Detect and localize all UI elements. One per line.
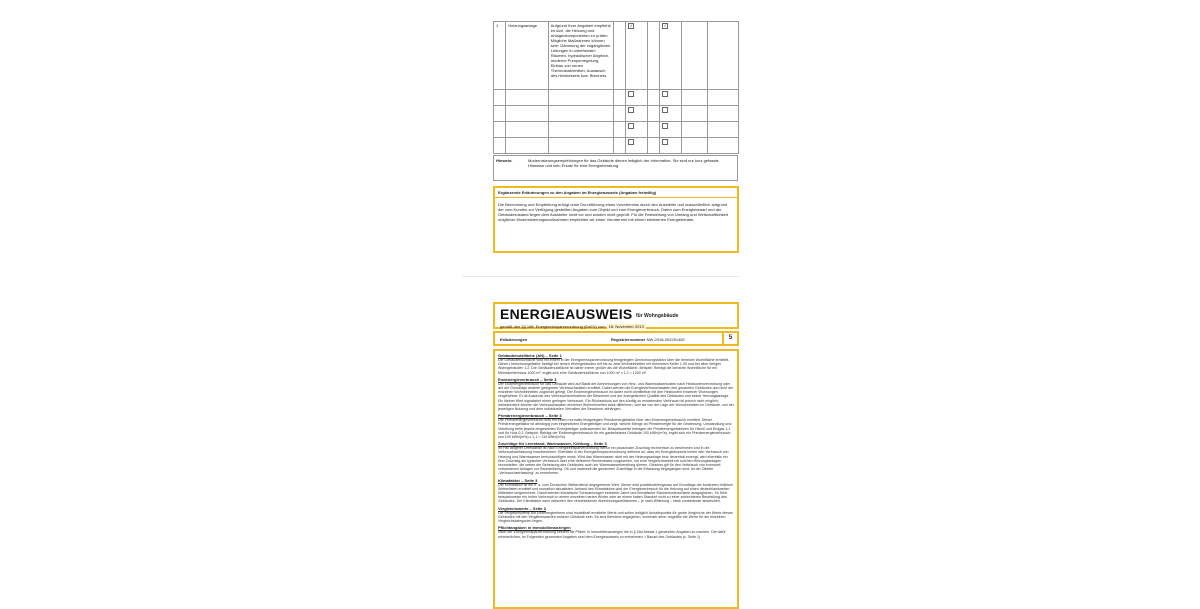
table-row: [494, 106, 739, 122]
explanation-section: [495, 353, 737, 375]
explanation-section: [495, 506, 737, 524]
section-text: Im Fall längerer Leerstände ist nach Energieeinsparverordnung hierfür ein pauschaler Zuschlag rechnerisch zu bestimmen und in die Verbrauchserfassung einzubeziehen. Ebenfalls in der Energieeinsparverordnung definiert ist, dass ein Energieausweis immer den Verbrauch von Heizung und Warmwasser berücksichtigen muss. Wird das Warmwasser nicht mit der Heizungsanlage bzw. dezentral erzeugt, wird ebenfalls ein fixer Zuschlag als typischer Verbrauch über eine definierte Rechenbasis vorgesehen, um eine Vergleichbarkeit mit solchen Heizungsanlagen herzustellen, die neben der Beheizung des Gebäudes auch zur Warmwasserbereitung dienen. Gleiches gilt für den Verbrauch von eventuell vorhandenen Anlagen zur Raumkühlung. Ob und inwieweit die genannten Zuschläge in die Erfassung eingegangen sind, ist der Tabelle „Verbrauchserfassung“ zu entnehmen.: [498, 446, 729, 476]
section-title: Pflichtangaben in Immobilienanzeigen: [498, 525, 571, 531]
section-title: Gebäudenutzfläche (AN) – Seite 1: [498, 353, 562, 358]
hint-text: Modernisierungsempfehlungen für das Gebäude dienen lediglich der Information. Sie sind nur kurz gefasste Hinweise und kein Ersatz für eine Energieberatung.: [528, 158, 719, 168]
supplementary-text: Die Berechnung und Empfehlung erfolgt ohne Durchführung eines Vorortermins durch den Aussteller und ausschließlich aufgrund der vom Kunden zur Verfügung gestellten Angaben zum Objekt und zum Energieverbrauch. Daten zum Energiebedarf und der Gebäudezustand liegen dem Aussteller nicht vor und wurden nicht geprüft. Für die Feststellung von Umfang und Wirtschaftlichkeit möglicher Modernisierungsmaßnahmen empfehlen wir einen Vorortermin mit einem erfahrenen Energieberater.: [498, 202, 728, 222]
hint-label: Hinweis:: [496, 158, 513, 163]
recommendations-table: [493, 21, 739, 154]
registration-number: NW-2018-002251462: [646, 337, 685, 342]
checkbox-checked[interactable]: ✓: [629, 23, 633, 28]
certificate-subtitle: für Wohngebäude: [636, 313, 679, 319]
checkbox[interactable]: [662, 139, 668, 145]
section-text: Der Primärenergieverbrauch wird mit einem normativ festgelegten Primärenergiefaktor über den Endenergieverbrauch ermittelt. Dieser Primärenergiefaktor ist abhängig vom eingesetzten Energieträger und zeigt, welche Menge an Primärenergie für die Gewinnung, Umwandlung und Verteilung beim jeweils eingesetzten Energieträger aufzuwenden ist. Beispielsweise betragen die Primärenergiefaktoren für Heizöl und Erdgas 1,1 und für Holz 0,2. Beispiel: Beträgt der Endenergieverbrauch für ein gasbeheiztes Gebäude 100 kWh/(m²a), ergibt sich ein Primärenergieverbrauch von 100 kWh/(m²a) x 1,1 = 110 kWh/(m²a).: [498, 418, 732, 440]
page-number: 5: [722, 333, 737, 344]
advice-cell: Aufgrund Ihrer Angaben empfiehlt es sich, die Heizung und Anlagenkomponenten zu prüfen. Mögliche Maßnahmen können sein: Dämmung der zugänglichen Leitungen in unbeheizten Räumen, hydraulischer Abgleich, moderne Pumpenregelung, Einbau von neuen Thermostatventilen, Austausch des Heizkessels bzw. Brenners.: [548, 22, 613, 90]
component-cell: Heizungsanlage: [506, 22, 548, 90]
explanations-bar: [493, 331, 739, 346]
explanation-section: [495, 441, 737, 475]
section-title: Endenergieverbrauch – Seite 3: [498, 376, 557, 382]
checkbox[interactable]: [662, 91, 668, 97]
section-text: Die Gebäudenutzfläche wird mit einem in der Energieeinsparverordnung festgelegten Umrechnungsfaktor über die beheizte Wohnfläche ermittelt. Dieser Umrechnungsfaktor beträgt bei reinen Wohngebäuden mit bis zu zwei Wohneinheiten mit beheiztem Keller 1,35 und bei allen übrigen Wohngebäuden 1,2. Die Gebäudenutzfläche ist daher immer größer als die Wohnfläche. Beispiel: Beträgt die beheizte Wohnfläche für ein Mehrfamilienhaus 1000 m², ergibt sich eine Gebäudenutzfläche von 1000 m² x 1,2 = 1200 m².: [498, 358, 730, 375]
supplementary-notes-box: [493, 186, 739, 253]
explanations-body: [493, 349, 739, 609]
law-reference: gemäß den §§ 16ff. Energieeinsparverordnung (EnEV) vom 18. November 2013: [500, 324, 644, 329]
supplementary-heading: Ergänzende Erläuterungen zu den Angaben im Energieausweis (Angaben freiwillig): [495, 188, 737, 198]
table-row: [494, 22, 739, 90]
checkbox[interactable]: [628, 139, 634, 145]
section-title: Vergleichswerte – Seite 3: [498, 505, 546, 511]
section-title: Klimafaktor – Seite 3: [498, 477, 538, 483]
certificate-title: ENERGIEAUSWEIS: [500, 306, 633, 322]
explanation-section: [495, 525, 737, 538]
checkbox[interactable]: [662, 107, 668, 113]
section-text: Die Vergleichswerte auf Endenergieebene sind modellhaft ermittelte Werte und sollen lediglich Anhaltspunkte für grobe Vergleiche der Werte dieses Gebäudes mit den Vergleichswerten anderer Gebäude sein. Es sind Bereiche angegeben, innerhalb derer ungefähr die Werte für die einzelnen Vergleichskategorien liegen.: [498, 510, 733, 524]
section-title: Primärenergieverbrauch – Seite 3: [498, 413, 562, 419]
page-divider: [462, 276, 739, 277]
checkbox[interactable]: [662, 123, 668, 129]
document-page-5: [462, 296, 739, 600]
section-label: Erläuterungen: [500, 337, 528, 342]
section-text: Nach der Energieeinsparverordnung besteht die Pflicht, in Immobilienanzeigen die in § 16a Absatz 1 genannten Angaben zu machen. Die dafür erforderlichen, im Folgenden genannten Angaben sind dem Energieausweis zu entnehmen: • Bauart des Gebäudes (s. Seite 1): [498, 530, 726, 539]
checkbox[interactable]: [628, 107, 634, 113]
document-page-4: [462, 0, 739, 276]
section-text: Der Klimafaktor ist ein u. a. vom Deutschen Wetterdienst angegebener Wert. Dieser wird postleitzahlengenau auf Grundlage der konkreten örtlichen Wetterdaten ermittelt und monatlich aktualisiert. Anhand des Klimafaktors wird der Energieverbrauch für die Heizung auf einen deutschlandweiten Mittelwert umgerechnet. Damit werden klimatische Schwankungen einzelner Jahre und klimatische Standortunterschiede ausgeglichen. So führt beispielsweise ein hoher Verbrauch in einem einzelnen harten Winter oder an einem kalten Standort nicht zu einer schlechteren Beurteilung des Gebäudes. Der Klimafaktor kann zwischen den verschiedenen Abrechnungszeiträumen – je nach Witterung – stark voneinander abweichen.: [498, 482, 734, 504]
checkbox-checked[interactable]: ✓: [663, 23, 668, 28]
explanation-section: [495, 377, 737, 411]
checkbox[interactable]: [628, 91, 634, 97]
registration: Registriernummer NW-2018-002251462: [611, 337, 685, 342]
table-row: [494, 122, 739, 138]
law-date: 18. November 2013: [608, 324, 644, 329]
explanation-section: [495, 413, 737, 439]
hint-box: [493, 155, 738, 181]
row-number: 1: [494, 22, 506, 90]
explanation-section: [495, 478, 737, 504]
section-title: Zuschläge für Leerstand, Warmwasser, Kühlung – Seite 3: [498, 441, 607, 447]
table-row: [494, 138, 739, 154]
section-text: Der Endenergieverbrauch für das Gebäude wird auf Basis der Abrechnungen von Heiz- und Warmwasserkosten nach Heizkostenverordnung oder auf der Grundlage anderer geeigneter Verbrauchsdaten ermittelt. Dabei werden die Energieverbrauchsdaten des gesamten Gebäudes und nicht der einzelnen Wohneinheiten zugrunde gelegt. Der Endenergieverbrauch ist daher nicht unmittelbar mit den Heizkosten einzelner Wohnungen vergleichbar. Er ist Ausdruck des Verbrauchsverhaltens der Bewohner und der energetischen Qualität des Gebäudes und seiner Heizungsanlage. Ein kleiner Wert signalisiert einen geringen Verbrauch. Ein Rückschluss auf den künftig zu erwartenden Verbrauch ist jedoch nicht möglich; insbesondere können die Verbrauchsdaten einzelner Wohneinheiten stark differieren, weil sie von der Lage der Wohneinheiten im Gebäude, von der jeweiligen Nutzung und dem individuellen Verhalten der Bewohner abhängen.: [498, 381, 734, 412]
checkbox[interactable]: [628, 123, 634, 129]
table-row: [494, 90, 739, 106]
certificate-header: [493, 302, 739, 329]
